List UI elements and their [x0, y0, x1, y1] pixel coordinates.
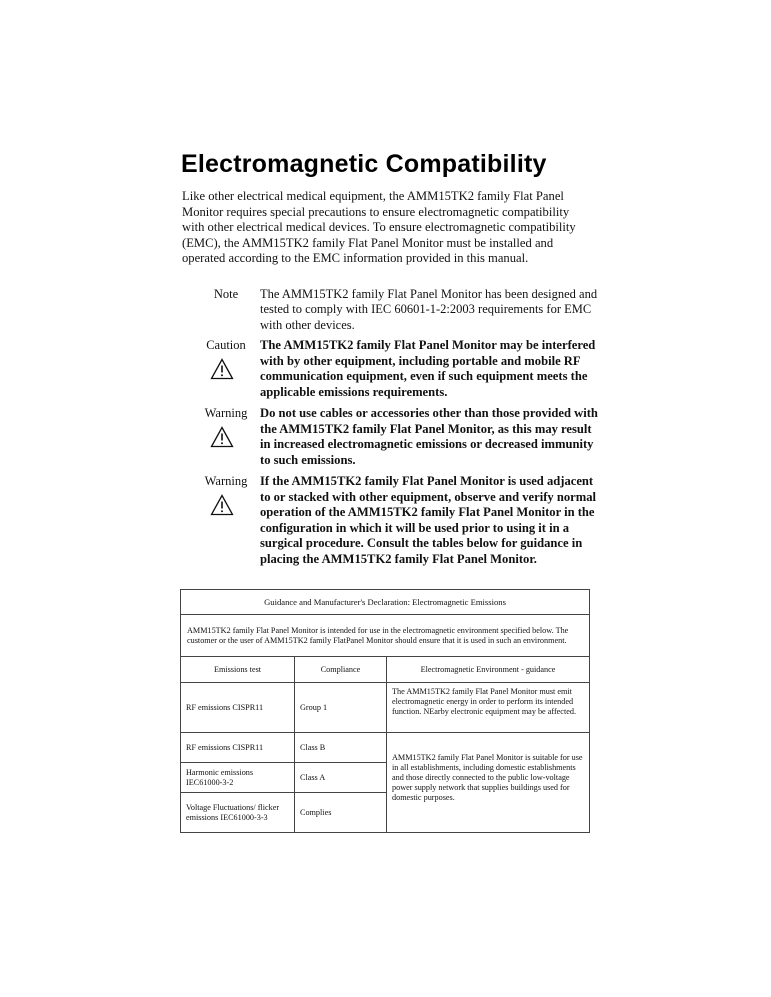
environment-guidance-cell: AMM15TK2 family Flat Panel Monitor is suitable for use in all establishments, including domestic establishments and those directly connected to the public low-voltage power supply network that supplies buildings used for domestic purposes.	[387, 733, 590, 833]
emissions-table	[180, 589, 590, 833]
emissions-test-cell: Voltage Fluctuations/ flicker emissions IEC61000-3-3	[181, 793, 295, 833]
warning-triangle-icon	[210, 426, 234, 448]
warning-triangle-icon	[210, 358, 234, 380]
table-header-row	[181, 657, 590, 683]
emissions-test-cell: Harmonic emissions IEC61000-3-2	[181, 763, 295, 793]
environment-guidance-cell: The AMM15TK2 family Flat Panel Monitor must emit electromagnetic energy in order to perform its intended function. NEarby electronic equipment may be affected.	[387, 683, 590, 733]
note-label: Note	[213, 287, 239, 301]
compliance-cell: Complies	[295, 793, 387, 833]
warning-triangle-icon	[210, 494, 234, 516]
caution-text: The AMM15TK2 family Flat Panel Monitor may be interfered with by other equipment, including portable and mobile RF communication equipment, even if such equipment meets the applicable emissions requirements.	[260, 338, 596, 399]
warning-text: Do not use cables or accessories other than those provided with the AMM15TK2 family Flat Panel Monitor, as this may result in increased electromagnetic emissions or decreased immunity to such emissions.	[260, 406, 598, 467]
table-caption: Guidance and Manufacturer's Declaration: Electromagnetic Emissions	[181, 590, 590, 615]
warning-text: If the AMM15TK2 family Flat Panel Monitor is used adjacent to or stacked with other equipment, observe and verify normal operation of the AMM15TK2 family Flat Panel Monitor in the configuration in which it will be used prior to using it in a surgical procedure. Consult the tables below for guidance in placing the AMM15TK2 family Flat Panel Monitor.	[260, 474, 597, 566]
column-header-environment: Electromagnetic Environment - guidance	[387, 657, 590, 683]
emissions-test-cell: RF emissions CISPR11	[181, 733, 295, 763]
column-header-compliance: Compliance	[295, 657, 387, 683]
compliance-cell: Class B	[295, 733, 387, 763]
table-row	[181, 683, 590, 733]
page-title: Electromagnetic Compatibility	[181, 150, 547, 178]
emissions-test-cell: RF emissions CISPR11	[181, 683, 295, 733]
table-description: AMM15TK2 family Flat Panel Monitor is intended for use in the electromagnetic environment specified below. The customer or the user of AMM15TK2 family FlatPanel Monitor should ensure that it is used in such an environment.	[181, 615, 590, 657]
caution-label: Caution	[206, 338, 246, 352]
warning-label: Warning	[204, 474, 248, 488]
compliance-cell: Class A	[295, 763, 387, 793]
compliance-cell: Group 1	[295, 683, 387, 733]
table-row	[181, 733, 590, 763]
warning-label: Warning	[204, 406, 248, 420]
column-header-emissions-test: Emissions test	[181, 657, 295, 683]
intro-paragraph: Like other electrical medical equipment, the AMM15TK2 family Flat Panel Monitor requires special precautions to ensure electromagnetic compatibility with other electrical medical devices. To ensure electromagnetic compatibility (EMC), the AMM15TK2 family Flat Panel Monitor must be installed and operated according to the EMC information provided in this manual.	[182, 189, 576, 266]
note-text: The AMM15TK2 family Flat Panel Monitor has been designed and tested to comply with IEC 60601-1-2:2003 requirements for EMC with other devices.	[260, 287, 598, 332]
